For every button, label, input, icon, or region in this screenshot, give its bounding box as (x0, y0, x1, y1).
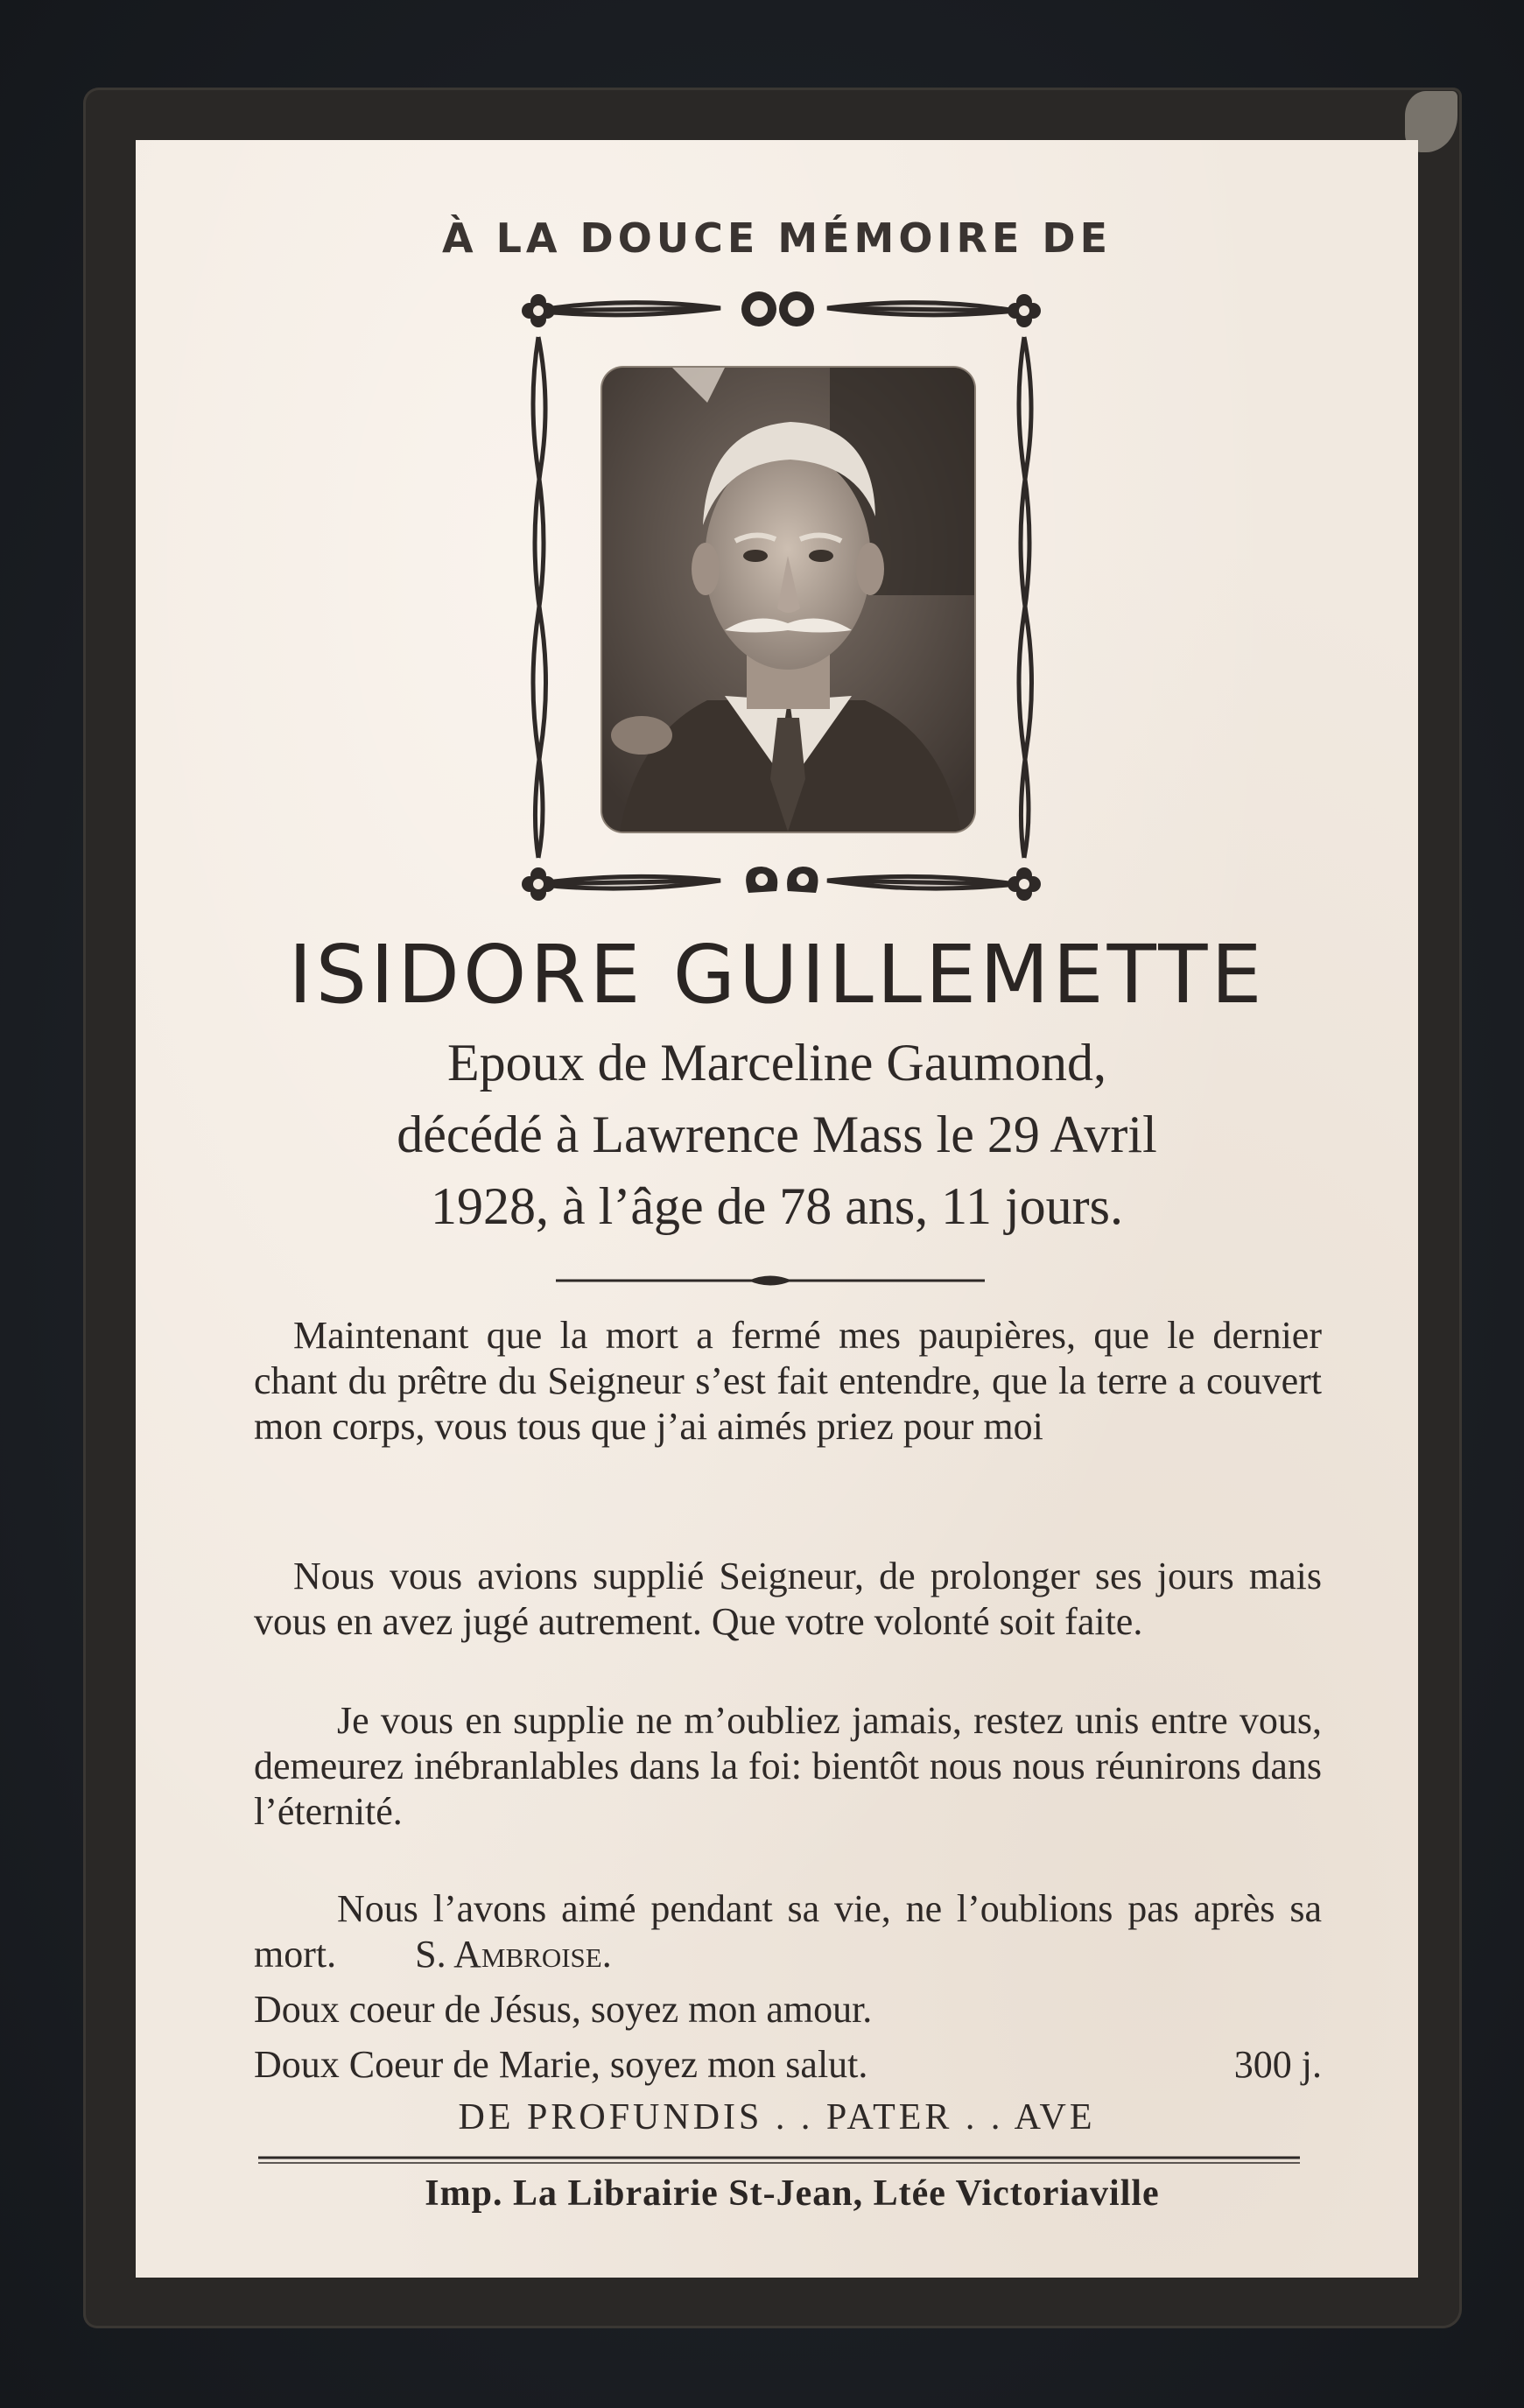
header-title: À LA DOUCE MÉMOIRE DE (441, 214, 1113, 262)
paragraph-4-text: Nous l’avons aimé pendant sa vie, ne l’oublions pas après sa mort. (254, 1887, 1322, 1976)
closing-prayers: DE PROFUNDIS . . PATER . . AVE (458, 2097, 1096, 2138)
prayer-jesus: Doux coeur de Jésus, soyez mon amour. (254, 1988, 873, 2031)
quote-attribution: S. Ambroise. (415, 1933, 612, 1976)
paragraph-3: Je vous en supplie ne m’oubliez jamais, restez unis entre vous, demeurez inébranlables dans la foi: bientôt nous nous réunirons dans l’éternité. (254, 1699, 1322, 1833)
prayer-marie: Doux Coeur de Marie, soyez mon salut. (254, 2043, 868, 2086)
paragraph-1: Maintenant que la mort a fermé mes paupières, que le dernier chant du prêtre du Seigneur s’est fait entendre, que la terre a couvert mon corps, vous tous que j’ai aimés priez pour moi (254, 1314, 1322, 1448)
age-line: 1928, à l’âge de 78 ans, 11 jours. (431, 1177, 1123, 1235)
imprint-rule (136, 140, 1418, 2180)
indulgence-days: 300 j. (1233, 2043, 1322, 2086)
deceased-name: ISIDORE GUILLEMETTE (288, 928, 1266, 1021)
printer-imprint: Imp. La Librairie St-Jean, Ltée Victoriaville (425, 2173, 1160, 2214)
spouse-line: Epoux de Marceline Gaumond, (446, 1034, 1107, 1092)
death-place-line: décédé à Lawrence Mass le 29 Avril (397, 1106, 1157, 1163)
paragraph-2: Nous vous avions supplié Seigneur, de prolonger ses jours mais vous en avez jugé autrement. Que votre volonté soit faite. (254, 1555, 1322, 1643)
memorial-card (136, 140, 1418, 2278)
